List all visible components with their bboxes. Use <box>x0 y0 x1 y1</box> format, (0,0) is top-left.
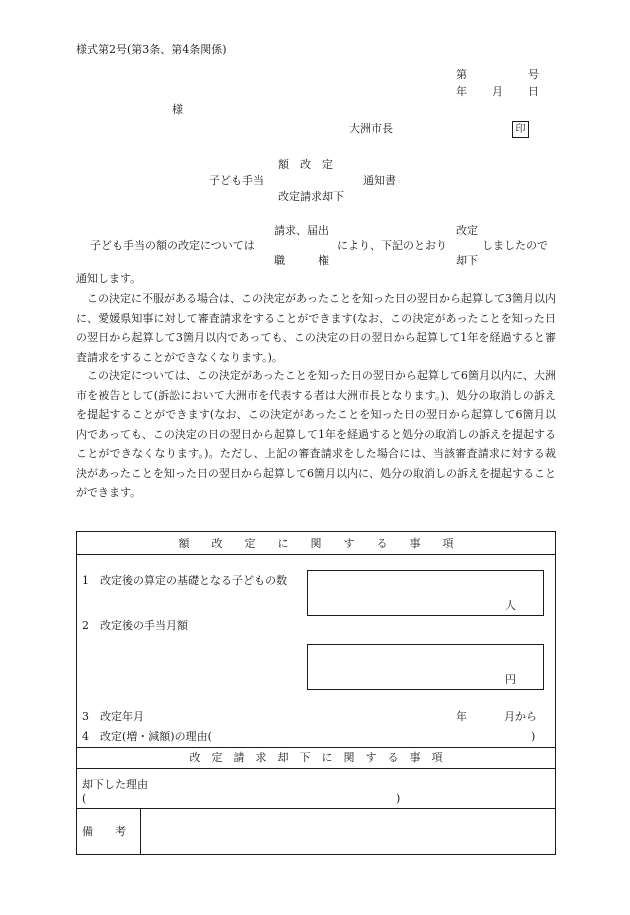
form-label: 様式第2号(第3条、第4条関係) <box>76 43 227 56</box>
date-month: 月 <box>492 85 503 98</box>
divider <box>140 808 141 855</box>
paragraph-appeal: この決定に不服がある場合は、この決定があったことを知った日の翌日から起算して3箇月以内に、愛媛県知事に対して審査請求をすることができます(なお、この決定があったことを知った日の翌日から起算して3箇月以内であっても、この決定の日の翌日から起算して1年を経過すると審査請求をすることができなくなります。)。 <box>76 292 556 364</box>
title-right: 通知書 <box>363 174 396 187</box>
divider <box>76 768 556 769</box>
divider <box>76 747 556 748</box>
intro-top-a: 請求、届出 <box>274 224 329 237</box>
title-left: 子ども手当 <box>209 174 264 187</box>
divider <box>76 554 556 555</box>
section1-header: 額 改 定 に 関 す る 事 項 <box>178 537 454 550</box>
intro-main-a: 子ども手当の額の改定については <box>90 239 255 252</box>
intro-main-c: しましたので <box>482 239 548 252</box>
item1-unit: 人 <box>505 599 516 612</box>
item3-label: 3 改定年月 <box>82 710 144 723</box>
intro-main-b: により、下記のとおり <box>337 239 447 252</box>
title-line-3: 改定請求却下 <box>278 190 344 203</box>
item4-close: ) <box>531 730 536 743</box>
reject-close-paren: ) <box>396 792 401 805</box>
item4-label: 4 改定(増・減額)の理由( <box>82 730 212 743</box>
intro-bottom-b: 却下 <box>456 254 478 267</box>
item2-unit: 円 <box>505 673 516 686</box>
remarks-label: 備 考 <box>82 825 126 838</box>
date-year: 年 <box>456 85 467 98</box>
intro-bottom-a: 職 権 <box>274 254 329 267</box>
number-suffix: 号 <box>528 68 539 81</box>
item2-label: 2 改定後の手当月額 <box>82 619 188 632</box>
intro-continuation: 通知します。 <box>76 272 142 285</box>
section2-header: 改 定 請 求 却 下 に 関 す る 事 項 <box>189 751 443 764</box>
divider <box>76 808 556 809</box>
addressee-suffix: 様 <box>172 103 183 116</box>
title-line-1: 額 改 定 <box>278 158 333 171</box>
item3-month: 月から <box>504 710 537 723</box>
reject-reason-label: 却下した理由 <box>82 778 148 791</box>
item1-label: 1 改定後の算定の基礎となる子どもの数 <box>82 574 287 587</box>
seal-mark: 印 <box>512 121 529 138</box>
number-prefix: 第 <box>456 68 467 81</box>
date-day: 日 <box>528 85 539 98</box>
item3-year: 年 <box>456 710 467 723</box>
paragraph-lawsuit: この決定については、この決定があったことを知った日の翌日から起算して6箇月以内に、大洲市を被告として(訴訟において大洲市を代表する者は大洲市長となります。)、処分の取消しの訴えを提起することができます(なお、この決定があったことを知った日の翌日から起算して6箇月以内であっても、この決定の日の翌日から起算して1年を経過すると処分の取消しの訴えを提起することができなくなります。)。ただし、上記の審査請求をした場合には、当該審査請求に対する裁決があったことを知った日の翌日から起算して6箇月以内に、処分の取消しの訴えを提起することができます。 <box>76 369 556 499</box>
intro-top-b: 改定 <box>456 224 478 237</box>
issuer-name: 大洲市長 <box>349 122 393 135</box>
reject-open-paren: ( <box>82 792 87 805</box>
